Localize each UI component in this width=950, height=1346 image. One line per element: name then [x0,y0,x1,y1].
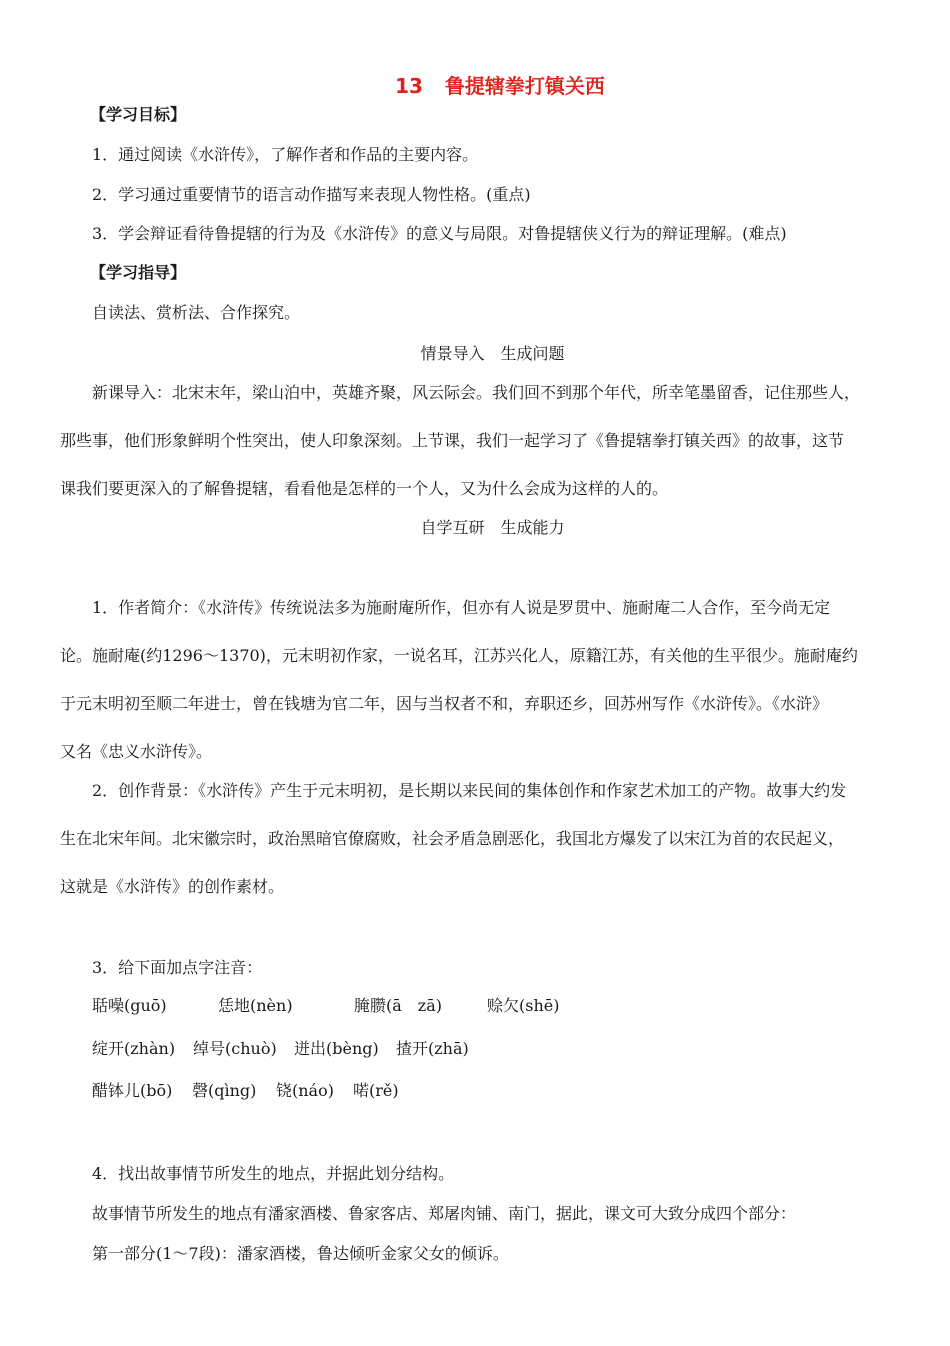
pinyin-item: 揸开(zhā) [396,1039,469,1058]
intro-line: 新课导入：北宋末年，梁山泊中，英雄齐聚，风云际会。我们回不到那个年代，所幸笔墨留香，记住那些人， [92,383,861,402]
pinyin-row [92,993,559,1016]
author-line: 又名《忠义水浒传》。 [60,742,213,761]
background-line: 2．创作背景：《水浒传》产生于元末明初，是长期以来民间的集体创作和作家艺术加工的产物。故事大约发 [92,781,847,800]
pinyin-item: 恁地(nèn) [218,996,293,1015]
pinyin-row [92,1078,399,1101]
section-heading-intro: 情景导入 生成问题 [420,344,565,363]
goal-item: 2．学习通过重要情节的语言动作描写来表现人物性格。(重点) [92,185,531,204]
pinyin-item: 醋钵儿(bō) [92,1081,173,1100]
author-line: 论。施耐庵(约1296～1370)，元末明初作家，一说名耳，江苏兴化人，原籍江苏，有关他的生平很少。施耐庵约 [60,646,858,665]
background-line: 生在北宋年间。北宋徽宗时，政治黑暗官僚腐败，社会矛盾急剧恶化，我国北方爆发了以宋江为首的农民起义， [60,829,845,848]
guide-text: 自读法、赏析法、合作探究。 [92,303,301,322]
pinyin-item: 赊欠(shē) [487,996,560,1015]
pinyin-item: 喏(rě) [353,1081,399,1100]
pinyin-item: 迸出(bèng) [294,1039,379,1058]
pinyin-item: 聒噪(guō) [92,996,167,1015]
structure-text: 故事情节所发生的地点有潘家酒楼、鲁家客店、郑屠肉铺、南门，据此，课文可大致分成四个部分： [92,1204,797,1223]
pinyin-item: 绰号(chuò) [193,1039,277,1058]
goals-heading: 【学习目标】 [90,105,187,124]
intro-line: 课我们要更深入的了解鲁提辖，看看他是怎样的一个人，又为什么会成为这样的人的。 [60,479,669,498]
structure-prompt: 4．找出故事情节所发生的地点，并据此划分结构。 [92,1164,455,1183]
section-heading-selfstudy: 自学互研 生成能力 [420,518,565,537]
pinyin-item: 腌臜(ā zā) [354,996,442,1015]
page-title [0,70,950,99]
pinyin-item: 磬(qìng) [192,1081,257,1100]
author-line: 于元末明初至顺二年进士，曾在钱塘为官二年，因与当权者不和，弃职还乡，回苏州写作《水浒传》。《水浒》 [60,694,829,713]
pinyin-row [92,1036,469,1059]
lesson-number: 13 [395,74,423,98]
pinyin-prompt: 3．给下面加点字注音： [92,958,263,977]
pinyin-item: 绽开(zhàn) [92,1039,176,1058]
pinyin-item: 铙(náo) [276,1081,334,1100]
goal-item: 3．学会辩证看待鲁提辖的行为及《水浒传》的意义与局限。对鲁提辖侠义行为的辩证理解。(难点) [92,224,787,243]
background-line: 这就是《水浒传》的创作素材。 [60,877,285,896]
guide-heading: 【学习指导】 [90,263,187,282]
intro-line: 那些事，他们形象鲜明个性突出，使人印象深刻。上节课，我们一起学习了《鲁提辖拳打镇关西》的故事，这节 [60,431,845,450]
structure-part1: 第一部分(1～7段)：潘家酒楼，鲁达倾听金家父女的倾诉。 [92,1244,509,1263]
author-line: 1．作者简介：《水浒传》传统说法多为施耐庵所作，但亦有人说是罗贯中、施耐庵二人合作，至今尚无定 [92,598,831,617]
lesson-title: 鲁提辖拳打镇关西 [444,74,605,98]
goal-item: 1．通过阅读《水浒传》，了解作者和作品的主要内容。 [92,145,479,164]
